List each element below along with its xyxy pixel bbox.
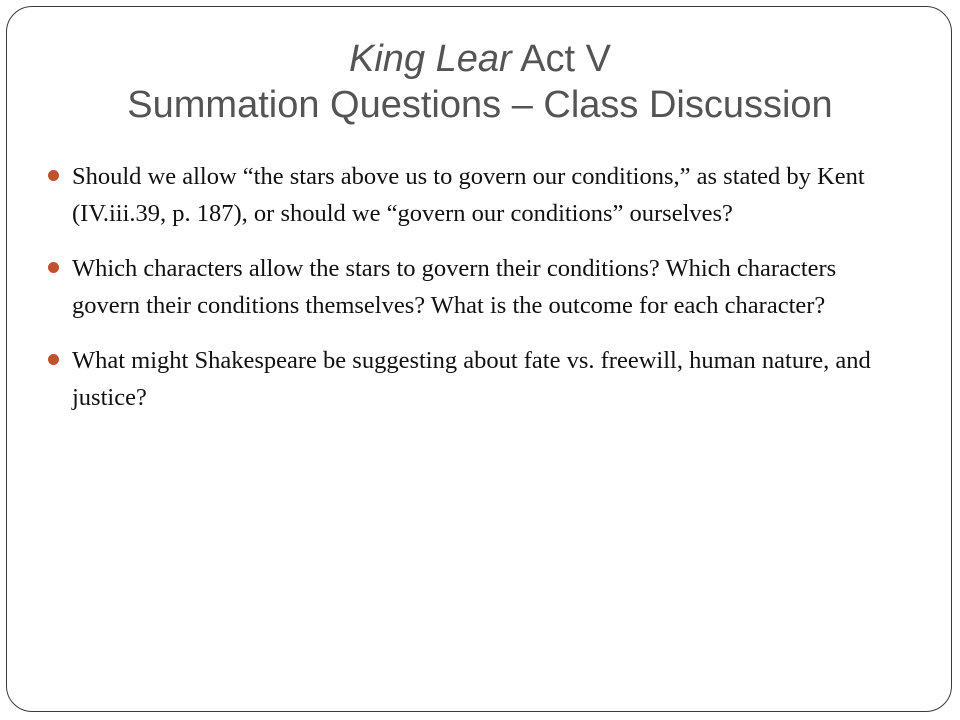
slide-title (0, 36, 960, 128)
title-line-2: Summation Questions – Class Discussion (127, 84, 833, 126)
bullet-text: Should we allow “the stars above us to govern our conditions,” as stated by Kent (IV.iii.39, p. 187), or should we “govern our conditions” ourselves? (72, 163, 865, 227)
bullet-item-3 (48, 342, 908, 416)
bullet-dot-icon (48, 170, 59, 181)
title-act: Act V (511, 38, 611, 80)
title-line-1 (0, 36, 960, 82)
bullet-item-2 (48, 250, 908, 324)
bullet-list (48, 158, 908, 434)
bullet-dot-icon (48, 262, 59, 273)
bullet-text: Which characters allow the stars to govern their conditions? Which characters govern their conditions themselves? What is the outcome for each character? (72, 255, 837, 319)
bullet-dot-icon (48, 354, 59, 365)
bullet-item-1 (48, 158, 908, 232)
title-play-name: King Lear (349, 38, 512, 80)
bullet-text: What might Shakespeare be suggesting about fate vs. freewill, human nature, and justice? (72, 347, 871, 411)
